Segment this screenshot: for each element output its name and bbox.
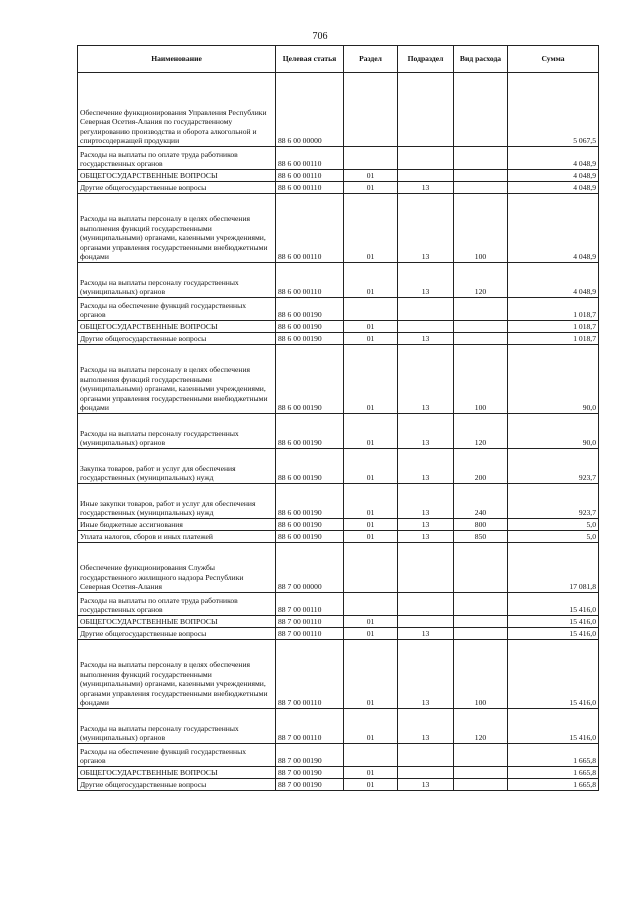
table-row — [78, 628, 599, 640]
row-amount: 15 416,0 — [508, 628, 599, 640]
row-amount: 90,0 — [508, 345, 599, 414]
table-row — [78, 640, 599, 709]
row-target-article: 88 6 00 00110 — [276, 170, 344, 182]
row-expense-type — [454, 73, 508, 147]
row-amount: 4 048,9 — [508, 147, 599, 170]
row-name: Расходы на выплаты персоналу государственных (муниципальных) органов — [78, 263, 276, 298]
row-expense-type — [454, 182, 508, 194]
row-name: Расходы на обеспечение функций государственных органов — [78, 744, 276, 767]
row-name: Иные закупки товаров, работ и услуг для обеспечения государственных (муниципальных) нужд — [78, 484, 276, 519]
row-name: Уплата налогов, сборов и иных платежей — [78, 531, 276, 543]
row-section: 01 — [344, 170, 398, 182]
header-subsection: Подраздел — [398, 46, 454, 73]
table-row — [78, 616, 599, 628]
row-expense-type — [454, 744, 508, 767]
row-subsection — [398, 744, 454, 767]
row-target-article: 88 6 00 00190 — [276, 519, 344, 531]
row-target-article: 88 6 00 00190 — [276, 321, 344, 333]
table-row — [78, 414, 599, 449]
header-section: Раздел — [344, 46, 398, 73]
row-target-article: 88 6 00 00190 — [276, 333, 344, 345]
row-amount: 5,0 — [508, 519, 599, 531]
row-expense-type: 240 — [454, 484, 508, 519]
row-subsection — [398, 298, 454, 321]
row-section: 01 — [344, 531, 398, 543]
row-target-article: 88 7 00 00110 — [276, 640, 344, 709]
row-subsection: 13 — [398, 263, 454, 298]
row-section: 01 — [344, 414, 398, 449]
row-target-article: 88 7 00 00110 — [276, 628, 344, 640]
row-subsection — [398, 321, 454, 333]
row-name: Расходы на выплаты по оплате труда работников государственных органов — [78, 147, 276, 170]
table-row — [78, 321, 599, 333]
row-amount: 15 416,0 — [508, 616, 599, 628]
row-amount: 5,0 — [508, 531, 599, 543]
row-expense-type — [454, 593, 508, 616]
row-section: 01 — [344, 345, 398, 414]
row-section: 01 — [344, 484, 398, 519]
row-amount: 1 018,7 — [508, 321, 599, 333]
row-section: 01 — [344, 333, 398, 345]
row-target-article: 88 7 00 00110 — [276, 593, 344, 616]
table-row — [78, 779, 599, 791]
row-subsection — [398, 73, 454, 147]
row-target-article: 88 6 00 00110 — [276, 263, 344, 298]
table-row — [78, 147, 599, 170]
row-target-article: 88 6 00 00110 — [276, 147, 344, 170]
table-row — [78, 449, 599, 484]
row-subsection — [398, 147, 454, 170]
table-row — [78, 519, 599, 531]
row-section — [344, 147, 398, 170]
row-expense-type: 120 — [454, 263, 508, 298]
row-target-article: 88 7 00 00190 — [276, 767, 344, 779]
row-section: 01 — [344, 182, 398, 194]
table-row — [78, 170, 599, 182]
row-target-article: 88 7 00 00000 — [276, 543, 344, 593]
row-section: 01 — [344, 321, 398, 333]
row-amount: 1 018,7 — [508, 298, 599, 321]
row-expense-type — [454, 321, 508, 333]
row-name: Расходы на выплаты персоналу в целях обеспечения выполнения функций государственными (муниципальными) органами, казенными учреждениями, органами управления государственными внебюджетными фондами — [78, 345, 276, 414]
row-amount: 1 665,8 — [508, 744, 599, 767]
row-name: Другие общегосударственные вопросы — [78, 779, 276, 791]
row-expense-type — [454, 147, 508, 170]
row-subsection — [398, 543, 454, 593]
row-section — [344, 298, 398, 321]
row-name: Расходы на выплаты персоналу государственных (муниципальных) органов — [78, 709, 276, 744]
row-name: Другие общегосударственные вопросы — [78, 628, 276, 640]
row-target-article: 88 7 00 00190 — [276, 779, 344, 791]
page-number: 706 — [312, 31, 328, 42]
row-amount: 1 018,7 — [508, 333, 599, 345]
row-amount: 923,7 — [508, 484, 599, 519]
row-target-article: 88 6 00 00190 — [276, 414, 344, 449]
row-subsection: 13 — [398, 449, 454, 484]
row-subsection: 13 — [398, 628, 454, 640]
row-expense-type: 100 — [454, 345, 508, 414]
row-expense-type — [454, 616, 508, 628]
row-section: 01 — [344, 709, 398, 744]
row-subsection: 13 — [398, 640, 454, 709]
row-expense-type: 850 — [454, 531, 508, 543]
row-name: Расходы на выплаты персоналу в целях обеспечения выполнения функций государственными (муниципальными) органами, казенными учреждениями, органами управления государственными внебюджетными фондами — [78, 640, 276, 709]
row-amount: 15 416,0 — [508, 709, 599, 744]
row-subsection: 13 — [398, 484, 454, 519]
table-row — [78, 531, 599, 543]
table-row — [78, 194, 599, 263]
table-row — [78, 298, 599, 321]
row-section: 01 — [344, 194, 398, 263]
row-name: ОБЩЕГОСУДАРСТВЕННЫЕ ВОПРОСЫ — [78, 767, 276, 779]
row-subsection: 13 — [398, 709, 454, 744]
row-subsection: 13 — [398, 779, 454, 791]
table-row — [78, 345, 599, 414]
row-expense-type — [454, 298, 508, 321]
row-target-article: 88 6 00 00190 — [276, 298, 344, 321]
row-name: Обеспечение функционирования Управления Республики Северная Осетия-Алания по государственному регулированию производства и оборота алкогольной и спиртосодержащей продукции — [78, 73, 276, 147]
table-row — [78, 263, 599, 298]
table-row — [78, 593, 599, 616]
row-amount: 90,0 — [508, 414, 599, 449]
row-section: 01 — [344, 628, 398, 640]
row-subsection: 13 — [398, 182, 454, 194]
table-row — [78, 709, 599, 744]
header-row — [78, 46, 599, 73]
row-subsection: 13 — [398, 333, 454, 345]
row-section: 01 — [344, 767, 398, 779]
row-target-article: 88 6 00 00190 — [276, 531, 344, 543]
row-section: 01 — [344, 779, 398, 791]
row-amount: 1 665,8 — [508, 779, 599, 791]
row-name: ОБЩЕГОСУДАРСТВЕННЫЕ ВОПРОСЫ — [78, 170, 276, 182]
row-amount: 15 416,0 — [508, 593, 599, 616]
row-target-article: 88 6 00 00190 — [276, 449, 344, 484]
header-target-article: Целевая статья — [276, 46, 344, 73]
row-subsection — [398, 616, 454, 628]
row-name: ОБЩЕГОСУДАРСТВЕННЫЕ ВОПРОСЫ — [78, 616, 276, 628]
row-amount: 15 416,0 — [508, 640, 599, 709]
row-section: 01 — [344, 263, 398, 298]
row-name: Иные бюджетные ассигнования — [78, 519, 276, 531]
row-target-article: 88 7 00 00110 — [276, 616, 344, 628]
row-expense-type: 120 — [454, 414, 508, 449]
row-section: 01 — [344, 519, 398, 531]
row-name: Другие общегосударственные вопросы — [78, 333, 276, 345]
row-amount: 4 048,9 — [508, 194, 599, 263]
row-section — [344, 73, 398, 147]
table-row — [78, 182, 599, 194]
row-target-article: 88 6 00 00190 — [276, 345, 344, 414]
row-subsection: 13 — [398, 194, 454, 263]
row-section — [344, 543, 398, 593]
header-name: Наименование — [78, 46, 276, 73]
row-name: Расходы на обеспечение функций государственных органов — [78, 298, 276, 321]
row-name: Расходы на выплаты по оплате труда работников государственных органов — [78, 593, 276, 616]
row-name: Закупка товаров, работ и услуг для обеспечения государственных (муниципальных) нужд — [78, 449, 276, 484]
row-target-article: 88 7 00 00110 — [276, 709, 344, 744]
row-subsection — [398, 767, 454, 779]
budget-table — [77, 45, 599, 791]
row-target-article: 88 6 00 00000 — [276, 73, 344, 147]
row-amount: 5 067,5 — [508, 73, 599, 147]
row-expense-type — [454, 333, 508, 345]
row-expense-type — [454, 170, 508, 182]
row-expense-type: 800 — [454, 519, 508, 531]
row-target-article: 88 6 00 00110 — [276, 194, 344, 263]
table-row — [78, 543, 599, 593]
row-name: ОБЩЕГОСУДАРСТВЕННЫЕ ВОПРОСЫ — [78, 321, 276, 333]
row-subsection: 13 — [398, 519, 454, 531]
row-expense-type: 200 — [454, 449, 508, 484]
row-section — [344, 744, 398, 767]
row-expense-type — [454, 543, 508, 593]
row-subsection — [398, 170, 454, 182]
row-name: Расходы на выплаты персоналу государственных (муниципальных) органов — [78, 414, 276, 449]
row-name: Другие общегосударственные вопросы — [78, 182, 276, 194]
row-expense-type: 120 — [454, 709, 508, 744]
row-amount: 17 081,8 — [508, 543, 599, 593]
row-target-article: 88 6 00 00110 — [276, 182, 344, 194]
row-target-article: 88 7 00 00190 — [276, 744, 344, 767]
row-expense-type: 100 — [454, 194, 508, 263]
row-amount: 4 048,9 — [508, 182, 599, 194]
row-section: 01 — [344, 616, 398, 628]
row-subsection — [398, 593, 454, 616]
row-subsection: 13 — [398, 414, 454, 449]
header-amount: Сумма — [508, 46, 599, 73]
row-expense-type — [454, 767, 508, 779]
row-expense-type: 100 — [454, 640, 508, 709]
row-subsection: 13 — [398, 345, 454, 414]
table-row — [78, 484, 599, 519]
row-amount: 4 048,9 — [508, 170, 599, 182]
row-amount: 923,7 — [508, 449, 599, 484]
table-row — [78, 333, 599, 345]
row-expense-type — [454, 779, 508, 791]
table-row — [78, 767, 599, 779]
row-target-article: 88 6 00 00190 — [276, 484, 344, 519]
row-section — [344, 593, 398, 616]
row-section: 01 — [344, 449, 398, 484]
row-name: Обеспечение функционирования Службы государственного жилищного надзора Республики Северная Осетия-Алания — [78, 543, 276, 593]
row-subsection: 13 — [398, 531, 454, 543]
header-expense-type: Вид расхода — [454, 46, 508, 73]
row-amount: 4 048,9 — [508, 263, 599, 298]
table-row — [78, 73, 599, 147]
table-row — [78, 744, 599, 767]
row-section: 01 — [344, 640, 398, 709]
row-expense-type — [454, 628, 508, 640]
row-name: Расходы на выплаты персоналу в целях обеспечения выполнения функций государственными (муниципальными) органами, казенными учреждениями, органами управления государственными внебюджетными фондами — [78, 194, 276, 263]
row-amount: 1 665,8 — [508, 767, 599, 779]
